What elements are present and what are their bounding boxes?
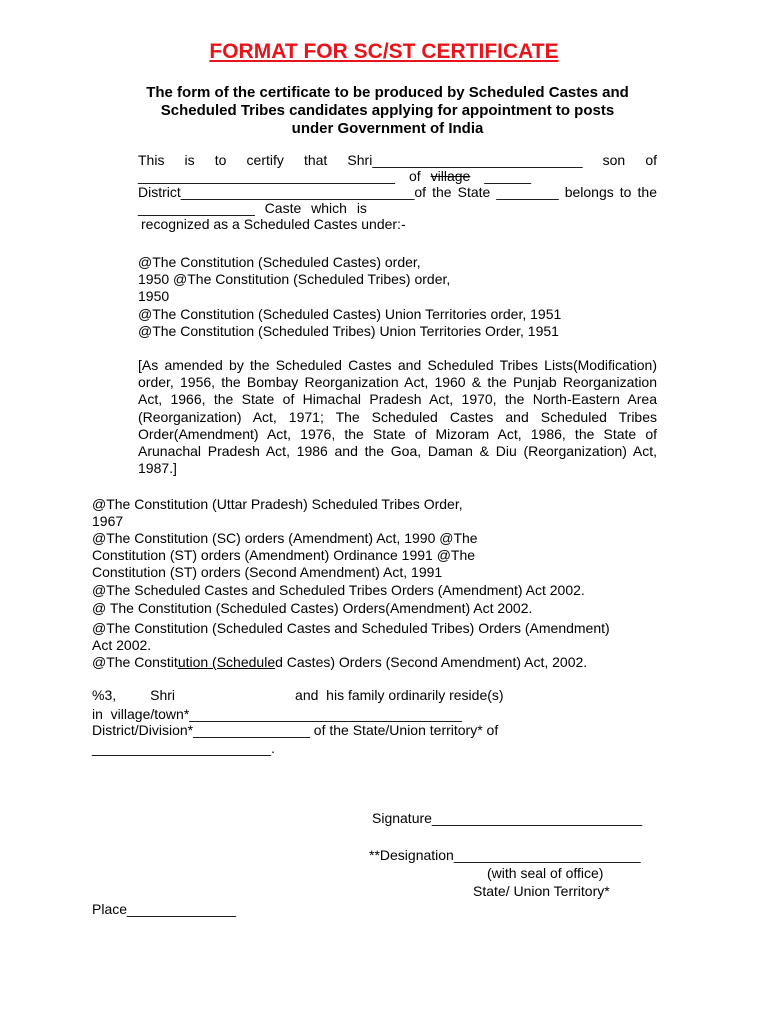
- order-up-st: @The Constitution (Uttar Pradesh) Scheduled Tribes Order,: [92, 496, 463, 512]
- certify-name-blank: _________________________________: [138, 168, 395, 184]
- order-sc-amend-2002: @ The Constitution (Scheduled Castes) Orders(Amendment) Act 2002.: [92, 600, 533, 616]
- subtitle-line-3: under Government of India: [291, 120, 484, 137]
- signature-line: Signature___________________________: [372, 810, 643, 826]
- reside-family: and his family ordinarily reside(s): [295, 687, 504, 703]
- certify-line-2: [138, 168, 531, 185]
- order-text-underlined: ution (Schedule: [177, 654, 276, 670]
- order-sc-amend-1990: @The Constitution (SC) orders (Amendment) Act, 1990 @The: [92, 530, 478, 546]
- reside-line-2: in village/town*___________________________________: [92, 706, 462, 722]
- seal-note: (with seal of office): [487, 865, 604, 881]
- subtitle-line-2: Scheduled Tribes candidates applying for appointment to posts: [160, 102, 615, 119]
- reside-shri: Shri: [150, 687, 176, 703]
- order-1950-year: 1950: [138, 288, 170, 304]
- amended-paragraph: [As amended by the Scheduled Castes and Scheduled Tribes Lists(Modification) order, 1956, the Bombay Reorganization Act, 1960 & the Punjab Reorganization Act, 1966, the State of Himachal Pradesh Act, 1970, the North-Eastern Area (Reorganization) Act, 1971; The Scheduled Castes and Scheduled Tribes Order(Amendment) Act, 1976, the State of Mizoram Act, 1986, the State of Arunachal Pradesh Act, 1986 and the Goa, Daman & Diu (Reorganization) Act, 1987.]: [138, 357, 657, 477]
- order-st-ordinance-1991: Constitution (ST) orders (Amendment) Ordinance 1991 @The: [92, 547, 476, 563]
- certify-village-blank: ______: [484, 168, 532, 184]
- state-ut-note: State/ Union Territory*: [473, 883, 610, 899]
- reside-line-3: District/Division*_______________ of the State/Union territory* of: [92, 722, 499, 738]
- certify-line-3: District______________________________of the State ________ belongs to the: [138, 184, 657, 200]
- order-up-st-year: 1967: [92, 513, 124, 529]
- place-line: Place______________: [92, 901, 237, 917]
- designation-line: **Designation________________________: [369, 847, 641, 863]
- order-st-second-amend-1991: Constitution (ST) orders (Second Amendment) Act, 1991: [92, 564, 443, 580]
- order-st-ut-1951: @The Constitution (Scheduled Tribes) Union Territories Order, 1951: [138, 323, 559, 339]
- order-sc-st-amend-2002: @The Scheduled Castes and Scheduled Tribes Orders (Amendment) Act 2002.: [92, 582, 585, 598]
- reside-marker: %3,: [92, 687, 117, 703]
- order-sc-second-amend-2002: [92, 654, 587, 671]
- certify-line-5: recognized as a Scheduled Castes under:-: [141, 216, 406, 232]
- page-title: FORMAT FOR SC/ST CERTIFICATE: [209, 40, 559, 63]
- certify-of-label: of: [408, 168, 421, 184]
- order-text-part-3: d Castes) Orders (Second Amendment) Act, 2002.: [275, 654, 588, 670]
- order-sc-ut-1951: @The Constitution (Scheduled Castes) Union Territories order, 1951: [138, 306, 562, 322]
- certify-village-label: village: [430, 168, 471, 184]
- order-st-1950: 1950 @The Constitution (Scheduled Tribes) order,: [138, 271, 451, 287]
- certify-line-4: _______________ Caste which is: [138, 200, 367, 216]
- order-sc-st-orders-amend: @The Constitution (Scheduled Castes and Scheduled Tribes) Orders (Amendment): [92, 620, 610, 636]
- reside-line-4: _______________________.: [92, 740, 275, 756]
- order-sc-1950: @The Constitution (Scheduled Castes) order,: [138, 254, 421, 270]
- reside-line-1: [92, 687, 504, 704]
- certify-line-1: This is to certify that Shri___________________________ son of: [138, 152, 657, 168]
- subtitle-line-1: The form of the certificate to be produced by Scheduled Castes and: [146, 84, 629, 101]
- order-sc-st-orders-amend-year: Act 2002.: [92, 637, 152, 653]
- order-text-part-1: @The Constit: [92, 654, 178, 670]
